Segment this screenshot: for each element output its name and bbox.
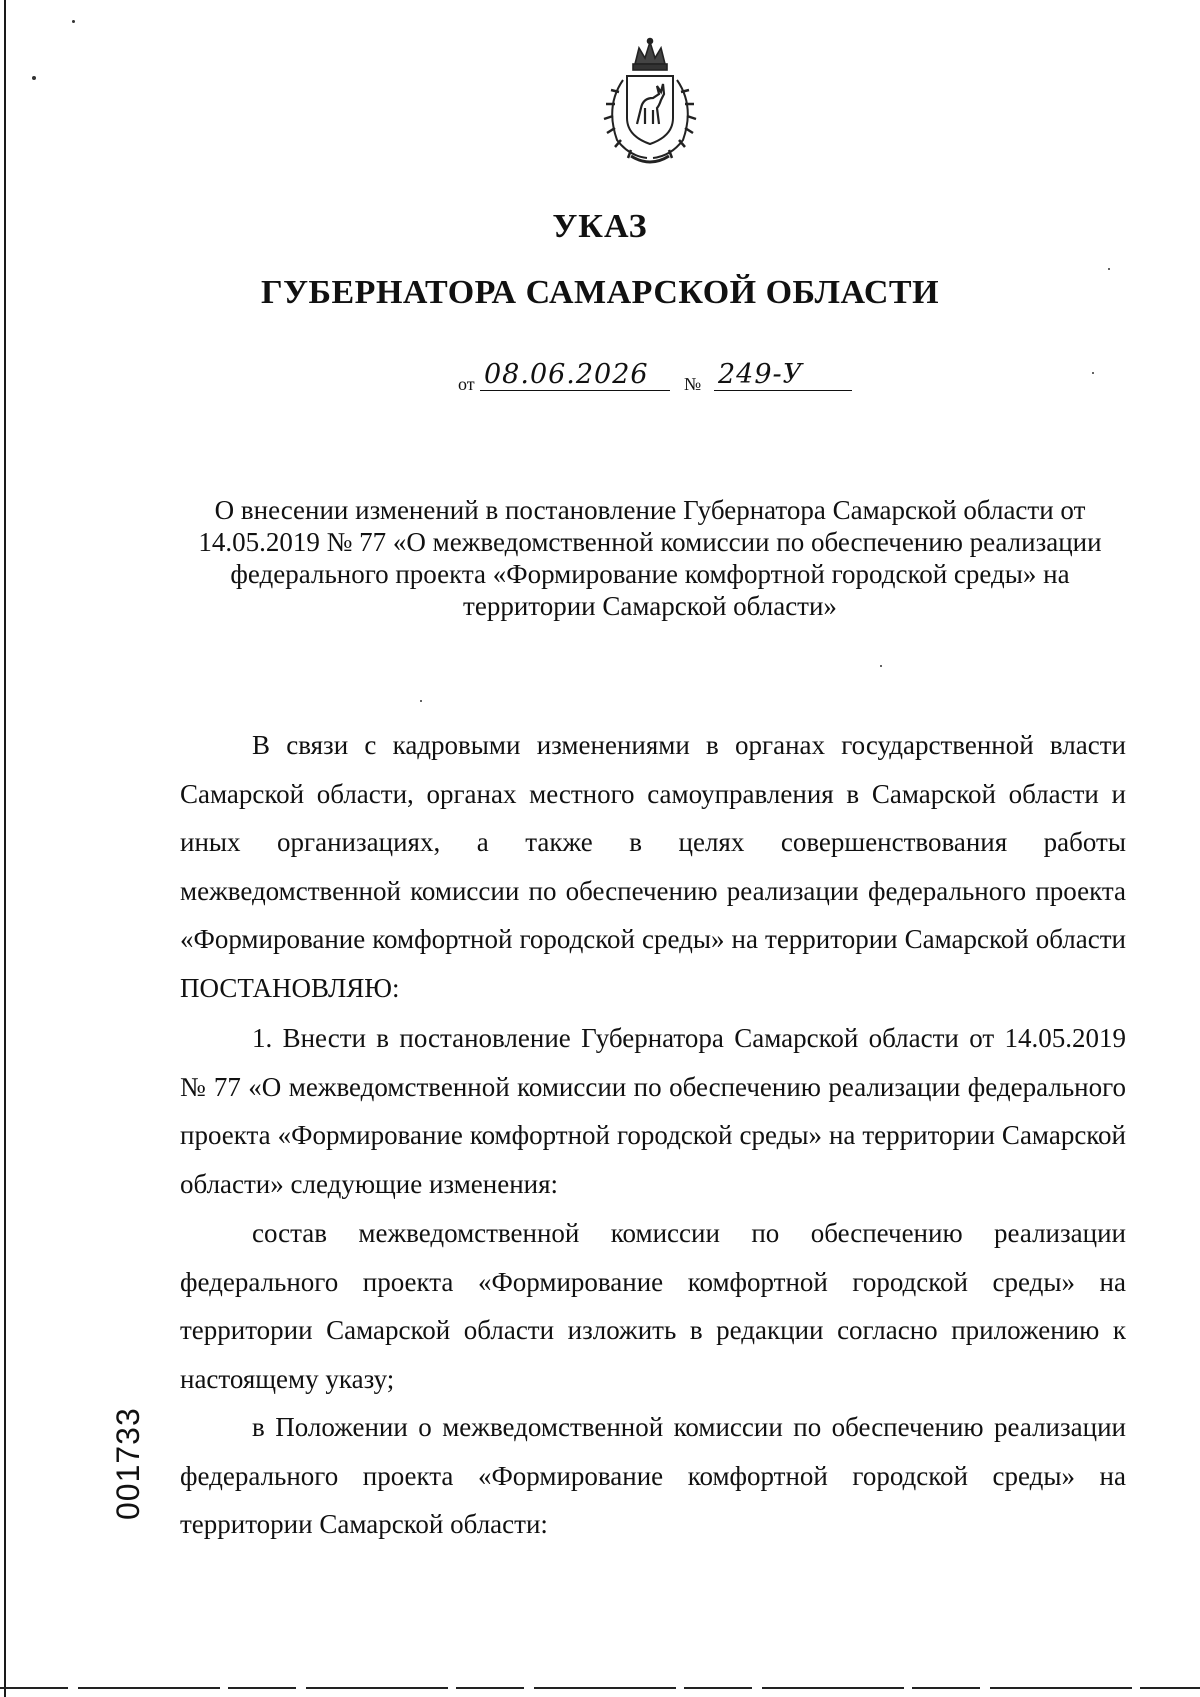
scan-speck [32, 76, 36, 80]
serial-number: 001733 [110, 1407, 146, 1520]
number-label: № [684, 374, 702, 394]
scan-speck [880, 665, 882, 667]
paragraph-preamble: В связи с кадровыми изменениями в органах государственной власти Самарской области, органах местного самоуправления в Самарской области и иных организациях, а также в целях совершенствования работы межведомственной комиссии по обеспечению реализации федерального проекта «Формирование комфортной городской среды» на территории Самарской области ПОСТАНОВЛЯЮ: [180, 730, 1126, 1003]
paragraph-item-1: 1. Внести в постановление Губернатора Самарской области от 14.05.2019 № 77 «О межведомственной комиссии по обеспечению реализации федерального проекта «Формирование комфортной городской среды» на территории Самарской области» следующие изменения: [180, 1023, 1126, 1199]
date-from-label: от [458, 374, 475, 394]
scan-speck [72, 20, 75, 23]
document-subtitle: ГУБЕРНАТОРА САМАРСКОЙ ОБЛАСТИ [260, 274, 940, 311]
coat-of-arms-icon [597, 36, 703, 170]
paragraph-regulation: в Положении о межведомственной комиссии по обеспечению реализации федерального проекта «Формирование комфортной городской среды» на территории Самарской области: [180, 1412, 1126, 1539]
scan-speck [1092, 372, 1094, 374]
document-subject: О внесении изменений в постановление Губернатора Самарской области от 14.05.2019 № 77 «О межведомственной комиссии по обеспечению реализации федерального проекта «Формирование комфортной городской среды» на территории Самарской области» [198, 495, 1102, 621]
handwritten-date: 08.06.2026 [480, 360, 670, 391]
paragraph-composition: состав межведомственной комиссии по обеспечению реализации федерального проекта «Формирование комфортной городской среды» на территории Самарской области изложить в редакции согласно приложению к настоящему указу; [180, 1218, 1126, 1394]
scan-speck [420, 700, 422, 702]
scan-speck [1108, 268, 1110, 270]
document-title: УКАЗ [552, 208, 648, 245]
handwritten-number: 249-У [714, 360, 852, 391]
scan-edge-line [4, 0, 6, 1697]
scan-bottom-rule [0, 1687, 1200, 1689]
